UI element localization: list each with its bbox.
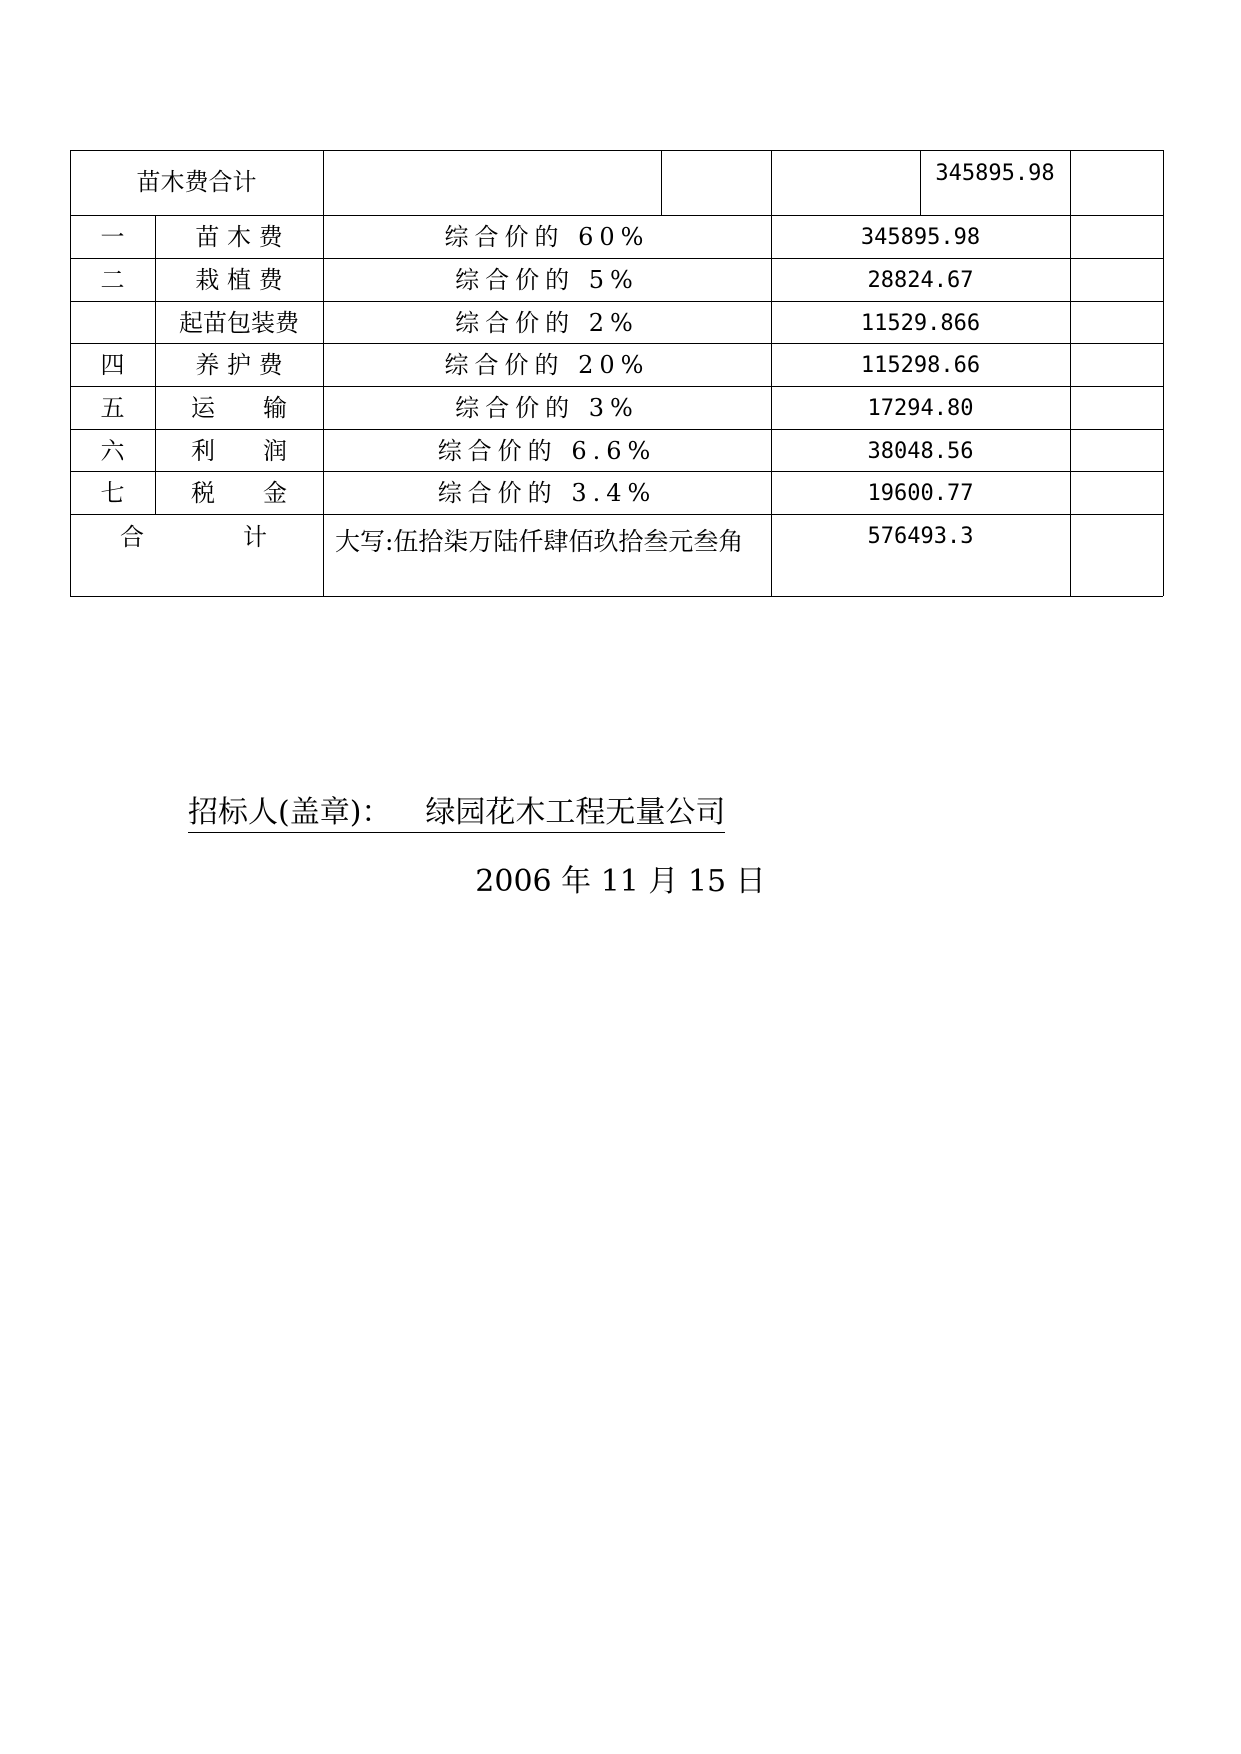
row-index: 二 — [100, 266, 125, 294]
row-index: 六 — [100, 437, 125, 465]
row-basis: 综合价的 60% — [444, 223, 650, 251]
row-amount: 345895.98 — [860, 225, 981, 250]
row-amount: 19600.77 — [867, 481, 974, 506]
row-item: 养 护 费 — [195, 351, 283, 379]
row-basis: 综合价的 3.4% — [437, 479, 657, 507]
row-amount: 115298.66 — [860, 353, 981, 378]
total-label-left: 合 — [120, 523, 144, 551]
row-item: 苗 木 费 — [195, 223, 283, 251]
total-in-words: 大写:伍拾柒万陆仟肆佰玖拾叁元叁角 — [335, 527, 744, 556]
row-item: 起苗包装费 — [179, 309, 299, 337]
row-basis: 综合价的 2% — [455, 309, 639, 337]
row-index: 四 — [100, 351, 125, 379]
row-item: 运 输 — [191, 394, 287, 422]
row-amount: 11529.866 — [860, 311, 981, 336]
row-amount: 17294.80 — [867, 396, 974, 421]
row-amount: 28824.67 — [867, 268, 974, 293]
row-item: 税 金 — [191, 479, 287, 507]
company-name: 绿园花木工程无量公司 — [425, 795, 726, 830]
signature-date: 2006 年 11 月 15 日 — [475, 864, 766, 899]
row-amount: 38048.56 — [867, 439, 974, 464]
total-amount: 576493.3 — [867, 524, 974, 549]
row-index: 一 — [100, 223, 125, 251]
total-label-right: 计 — [243, 523, 267, 551]
row-index: 七 — [100, 479, 125, 507]
row-basis: 综合价的 5% — [455, 266, 639, 294]
row-item: 利 润 — [191, 437, 287, 465]
row-basis: 综合价的 3% — [455, 394, 639, 422]
subtotal-label: 苗木费合计 — [136, 168, 257, 196]
subtotal-value: 345895.98 — [935, 161, 1055, 186]
signer-label: 招标人(盖章)： — [188, 795, 392, 830]
row-basis: 综合价的 20% — [444, 351, 650, 379]
row-basis: 综合价的 6.6% — [437, 437, 657, 465]
row-item: 栽 植 费 — [195, 266, 283, 294]
row-index: 五 — [100, 394, 125, 422]
signature-line — [188, 795, 725, 833]
